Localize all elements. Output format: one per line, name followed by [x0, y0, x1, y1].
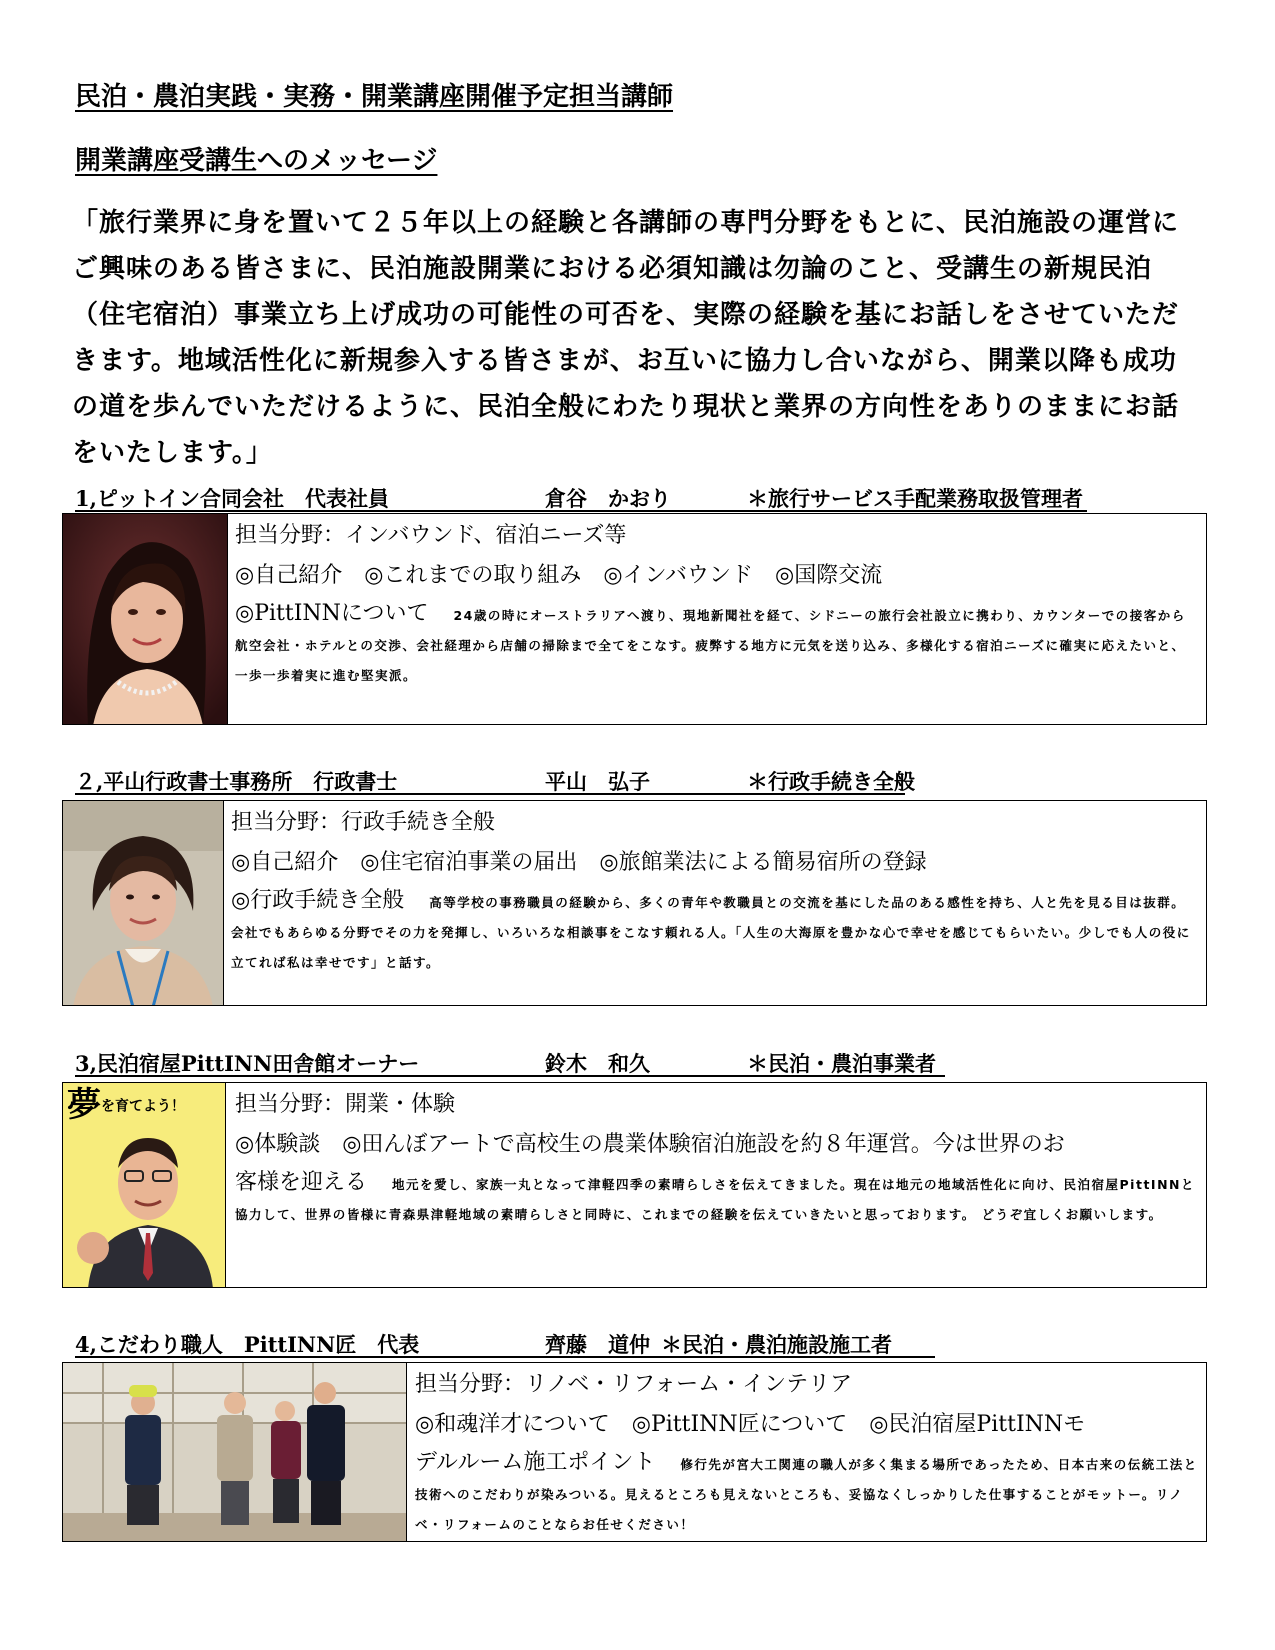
instructor-3-name: 鈴木 和久 [545, 1051, 650, 1076]
instructor-4-detail [415, 1449, 1198, 1539]
instructor-1-topic-inline: ◎PittINNについて [235, 601, 429, 626]
instructor-2-org: ２,平山行政書士事務所 行政書士 [75, 769, 398, 794]
instructor-2-detail [231, 887, 1198, 977]
instructor-4-role: ＊民泊・農泊施設施工者 [661, 1332, 892, 1357]
instructor-3-field: 担当分野：開業・体験 [235, 1092, 456, 1117]
instructor-1-body [235, 514, 1198, 690]
instructor-3-poster-text: 夢を育てよう！ [67, 1085, 185, 1125]
instructor-2-field: 担当分野：行政手続き全般 [231, 810, 496, 835]
instructor-4-photo [63, 1363, 407, 1541]
instructor-1-org: 1,ピットイン合同会社 代表社員 [75, 486, 390, 511]
instructor-4-bio: 修行先が宮大工関連の職人が多く集まる場所であったため、日本古来の伝統工法と技術へのこだわりが染みついる。見えるところも見えないところも、妥協なくしっかりした仕事することがモットー。リノベ・リフォームのことならお任せください！ [415, 1457, 1198, 1532]
instructor-3-card [62, 1082, 1207, 1288]
message-text: 「旅行業界に身を置いて２５年以上の経験と各講師の専門分野をもとに、民泊施設の運営にご興味のある皆さまに、民泊施設開業における必須知識は勿論のこと、受講生の新規民泊（住宅宿泊）事業立ち上げ成功の可能性の可否を、実際の経験を基にお話しをさせていただきます。地域活性化に新規参入する皆さまが、お互いに協力し合いながら、開業以降も成功の道を歩んでいただけるように、民泊全般にわたり現状と業界の方向性をありのままにお話をいたします。」 [72, 208, 1180, 468]
instructor-2-topic-inline: ◎行政手続き全般 [231, 888, 405, 913]
instructor-4-card [62, 1362, 1207, 1542]
page-subtitle: 開業講座受講生へのメッセージ [75, 146, 438, 176]
instructor-2-bio: 高等学校の事務職員の経験から、多くの青年や教職員との交流を基にした品のある感性を持ち、人と先を見る目は抜群。会社でもあらゆる分野でその力を発揮し、いろいろな相談事をこなす頼れる人。「人生の大海原を豊かな心で幸せを感じてもらいたい。少しでも人の役に立てれば私は幸せです」と話す。 [231, 895, 1191, 970]
instructor-3-topics: ◎体験談 ◎田んぼアートで高校生の農業体験宿泊施設を約８年運営。今は世界のお [235, 1132, 1065, 1157]
instructor-3-org: 3,民泊宿屋PittINN田舎館オーナー [75, 1051, 420, 1076]
instructor-3-header [75, 1048, 945, 1077]
instructor-1-photo [63, 514, 228, 724]
instructor-3-topic-inline: 客様を迎える [235, 1170, 368, 1195]
instructor-1-field: 担当分野：インバウンド、宿泊ニーズ等 [235, 523, 627, 548]
instructor-2-photo [63, 801, 224, 1005]
instructor-4-field: 担当分野：リノベ・リフォーム・インテリア [415, 1372, 853, 1397]
instructor-1-card [62, 513, 1207, 725]
instructor-2-topics: ◎自己紹介 ◎住宅宿泊事業の届出 ◎旅館業法による簡易宿所の登録 [231, 850, 927, 875]
instructor-4-body [415, 1363, 1198, 1539]
instructor-4-org: 4,こだわり職人 PittINN匠 代表 [75, 1332, 420, 1357]
instructor-3-bio: 地元を愛し、家族一丸となって津軽四季の素晴らしさを伝えてきました。現在は地元の地域活性化に向け、民泊宿屋PittINNと協力して、世界の皆様に青森県津軽地域の素晴らしさと同時に、これまでの経験を伝えていきたいと思っております。 どうぞ宜しくお願いします。 [235, 1177, 1195, 1222]
instructor-4-header [75, 1329, 935, 1358]
instructor-3-role: ＊民泊・農泊事業者 [747, 1051, 936, 1076]
instructor-2-card [62, 800, 1207, 1006]
instructor-1-name: 倉谷 かおり [545, 486, 671, 511]
page-title: 民泊・農泊実践・実務・開業講座開催予定担当講師 [75, 82, 674, 112]
instructor-1-role: ＊旅行サービス手配業務取扱管理者 [747, 486, 1083, 511]
instructor-1-bio: 24歳の時にオーストラリアへ渡り、現地新聞社を経て、シドニーの旅行会社設立に携わり、カウンターでの接客から航空会社・ホテルとの交渉、会社経理から店舗の掃除まで全てをこなす。疲弊する地方に元気を送り込み、多様化する宿泊ニーズに確実に応えたいと、一歩一歩着実に進む堅実派。 [235, 608, 1186, 683]
instructor-2-role: ＊行政手続き全般 [747, 769, 915, 794]
instructor-2-body [231, 801, 1198, 977]
instructor-3-body [235, 1083, 1198, 1229]
instructor-1-header [75, 483, 1087, 512]
instructor-2-header [75, 766, 915, 795]
instructor-4-name: 齊藤 道仲 [545, 1332, 650, 1357]
instructor-1-topics: ◎自己紹介 ◎これまでの取り組み ◎インバウンド ◎国際交流 [235, 563, 883, 588]
instructor-1-detail [235, 600, 1198, 690]
instructor-4-topic-inline: デルルーム施工ポイント [415, 1450, 656, 1475]
instructor-3-detail [235, 1169, 1198, 1229]
instructor-2-name: 平山 弘子 [545, 769, 650, 794]
instructor-4-topics: ◎和魂洋才について ◎PittINN匠について ◎民泊宿屋PittINNモ [415, 1412, 1086, 1437]
instructor-3-photo [63, 1083, 226, 1287]
